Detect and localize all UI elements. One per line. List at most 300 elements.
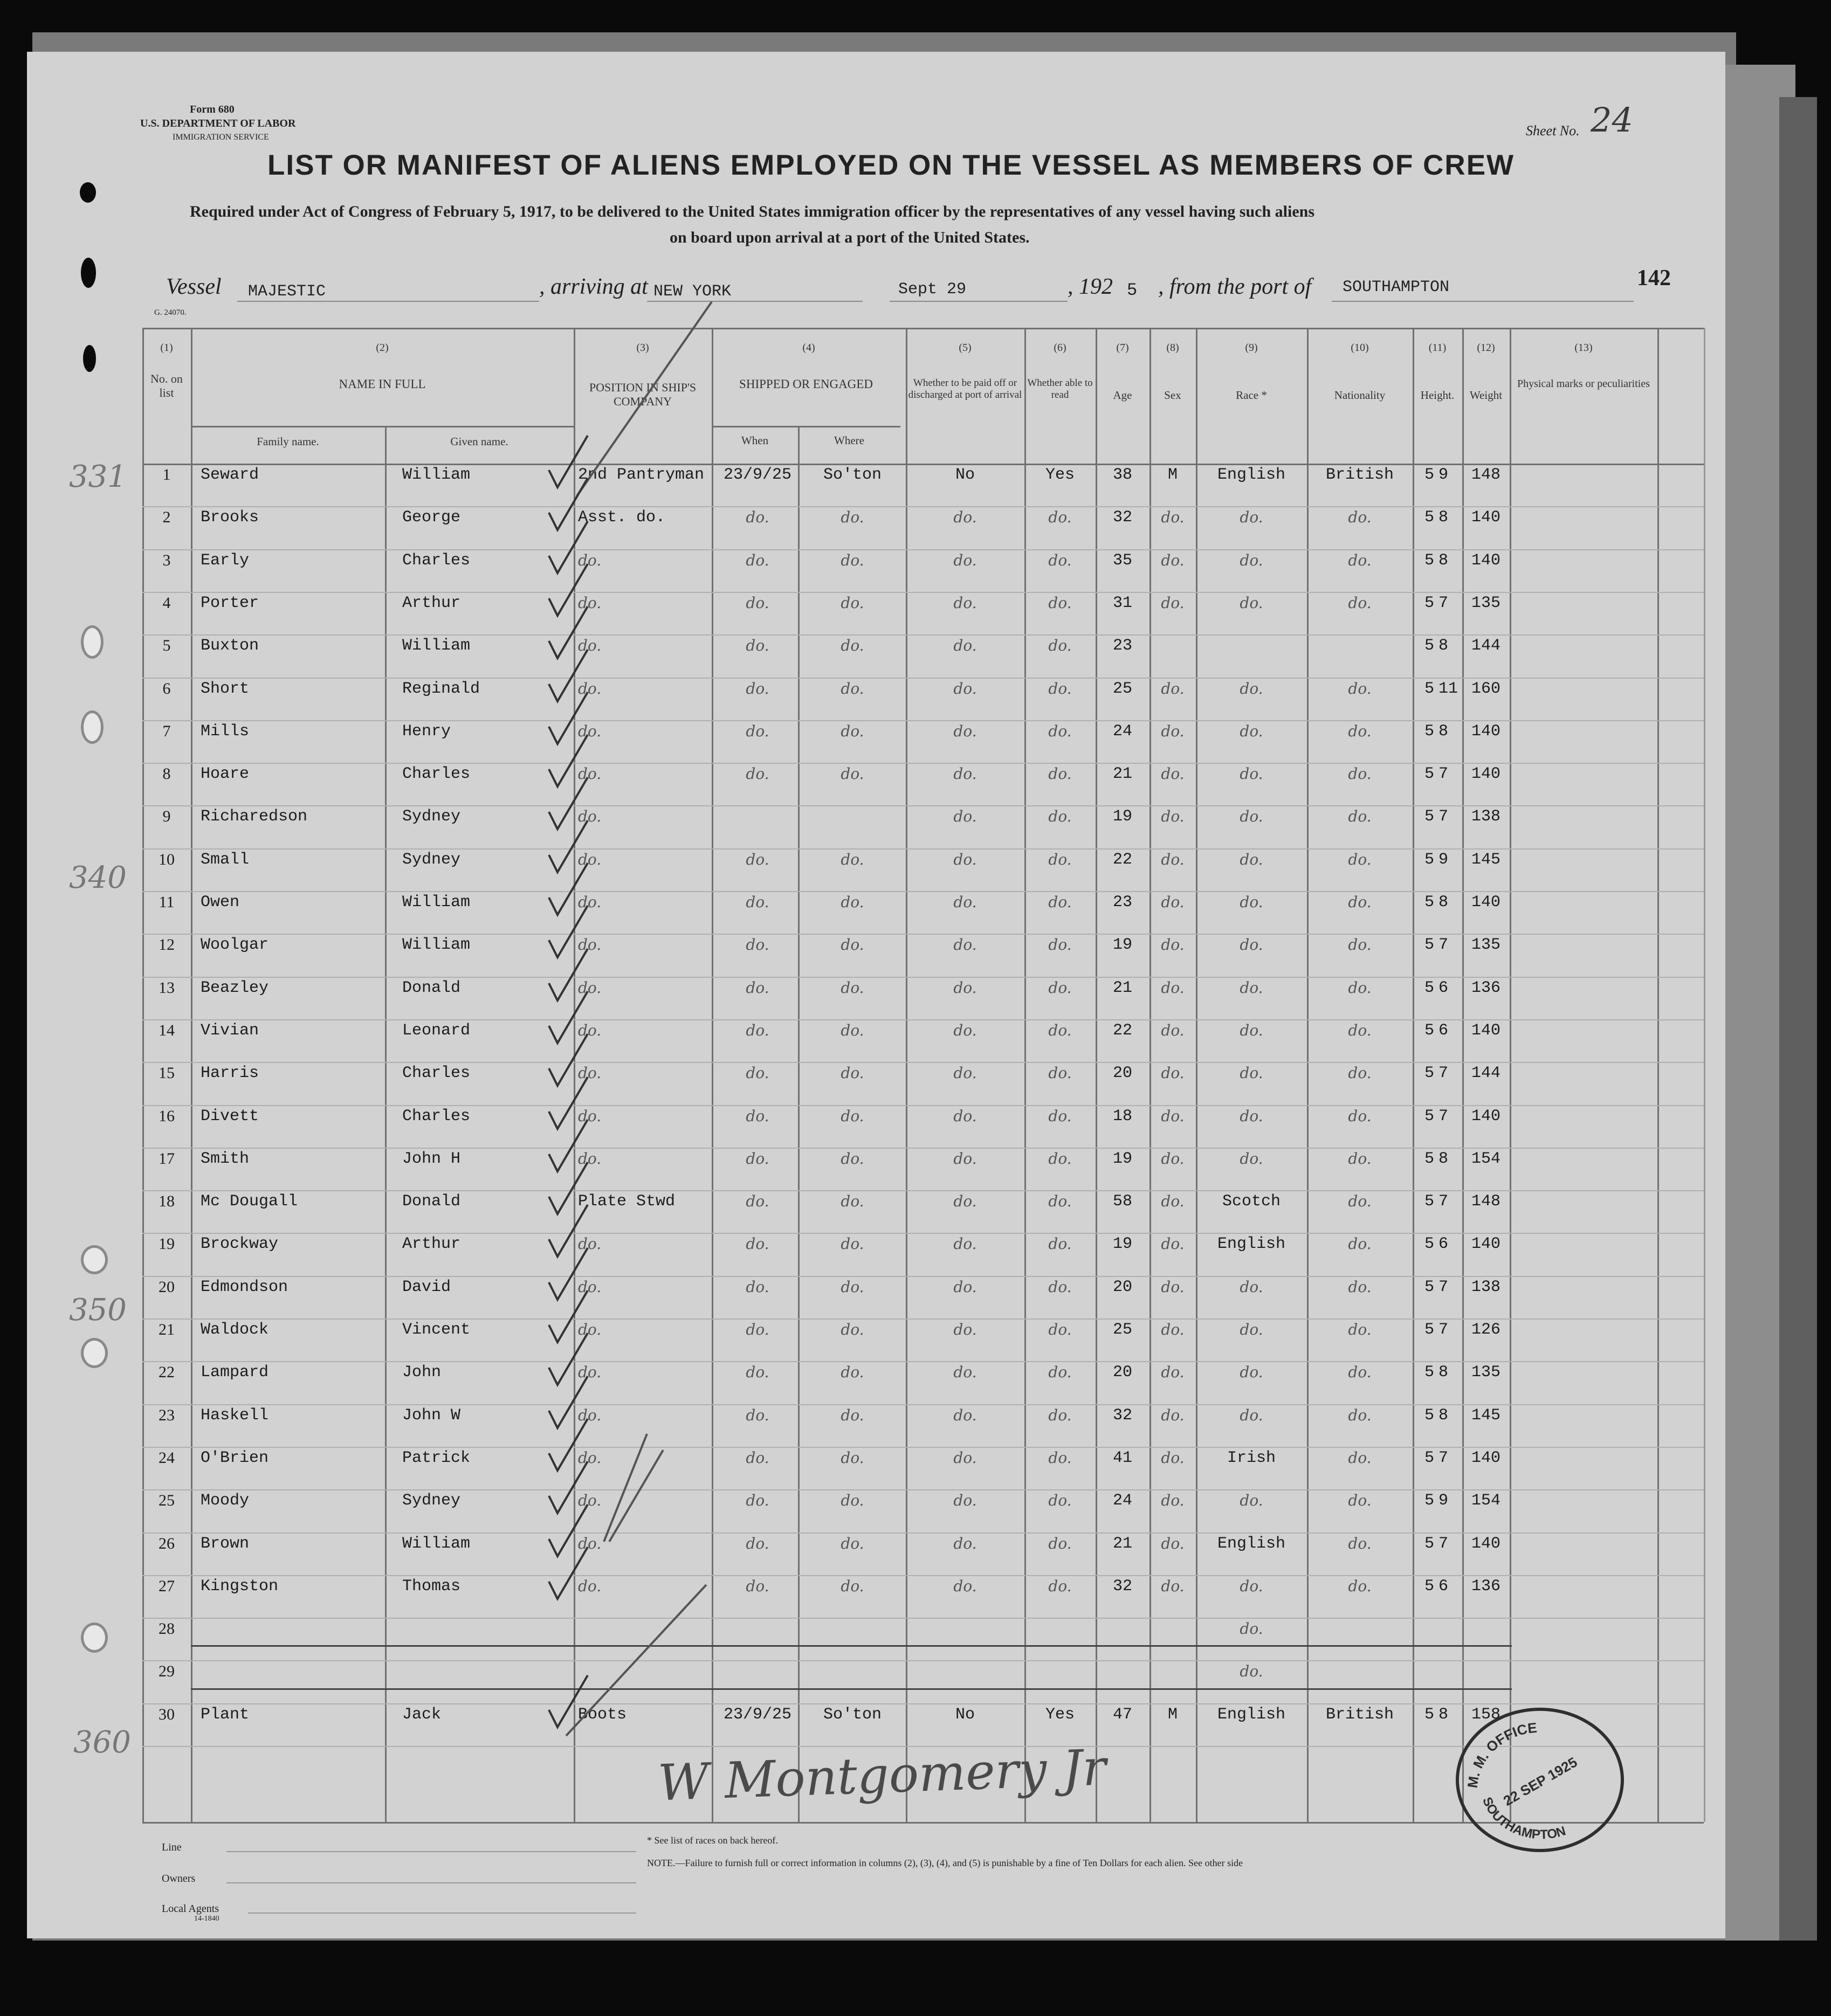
- column-number: (10): [1351, 342, 1369, 354]
- cell-position: do.: [578, 594, 602, 612]
- check-mark: [549, 820, 588, 872]
- cell-sex: do.: [1161, 1492, 1185, 1509]
- cell-where: do.: [841, 680, 864, 698]
- cell-read: do.: [1048, 1107, 1072, 1125]
- cell-weight: 145: [1471, 1406, 1500, 1425]
- footer-print-code: 14-1840: [194, 1915, 219, 1923]
- check-mark: [549, 863, 588, 915]
- cell-position: do.: [578, 979, 602, 997]
- cell-hi: 8: [1438, 893, 1449, 912]
- cell-paid: do.: [953, 851, 977, 868]
- cell-age: 19: [1112, 807, 1132, 826]
- cell-hi: 6: [1438, 1577, 1449, 1596]
- cell-hf: 5: [1424, 1363, 1434, 1382]
- cell-age: 21: [1112, 979, 1132, 997]
- cell-hf: 5: [1424, 979, 1434, 997]
- cell-paid: do.: [953, 1535, 977, 1552]
- cell-hi: 7: [1438, 1449, 1449, 1467]
- svg-text:M. M. OFFICE: [1464, 1720, 1538, 1789]
- cell-race: do.: [1240, 765, 1263, 783]
- department: U.S. DEPARTMENT OF LABOR: [140, 118, 296, 129]
- check-mark: [549, 436, 588, 487]
- cell-age: 22: [1112, 1021, 1132, 1040]
- cell-no: 20: [159, 1278, 175, 1296]
- sheet-number: 24: [1591, 100, 1633, 140]
- cell-hf: 5: [1424, 1107, 1434, 1126]
- cell-sex: do.: [1161, 979, 1185, 997]
- year-prefix: , 192: [1068, 274, 1113, 299]
- header-where: Where: [834, 434, 864, 447]
- cell-no: 17: [159, 1150, 175, 1168]
- cell-race: do.: [1240, 594, 1263, 612]
- cell-nationality: do.: [1348, 807, 1372, 825]
- cell-position: do.: [578, 1363, 602, 1381]
- cell-paid: do.: [953, 765, 977, 783]
- cell-no: 24: [159, 1449, 175, 1467]
- header-name: NAME IN FULL: [339, 377, 426, 391]
- cell-sex: do.: [1161, 1021, 1185, 1039]
- cell-read: do.: [1048, 680, 1072, 698]
- margin-note: 331: [69, 459, 127, 494]
- footnote: * See list of races on back hereof.: [647, 1835, 778, 1846]
- cell-no: 10: [159, 851, 175, 868]
- stamp-top-text: M. M. OFFICE: [1464, 1719, 1538, 1789]
- cell-given: Thomas: [402, 1577, 461, 1596]
- cell-sex: do.: [1161, 508, 1185, 526]
- cell-paid: No: [955, 466, 975, 484]
- cell-when: do.: [746, 680, 769, 698]
- cell-weight: 138: [1471, 1278, 1500, 1296]
- cell-race: English: [1217, 1535, 1286, 1553]
- cell-hf: 5: [1424, 1192, 1434, 1211]
- check-mark: [549, 564, 588, 616]
- column-number: (11): [1428, 342, 1447, 354]
- cell-position: do.: [578, 1321, 602, 1338]
- cell-nationality: do.: [1348, 979, 1372, 997]
- cell-sex: do.: [1161, 807, 1185, 825]
- cell-given: Charles: [402, 1107, 471, 1126]
- cell-no: 23: [159, 1406, 175, 1424]
- check-mark: [549, 1034, 588, 1086]
- cell-age: 18: [1112, 1107, 1132, 1126]
- cell-where: do.: [841, 594, 864, 612]
- cell-paid: do.: [953, 1192, 977, 1210]
- cell-sex: do.: [1161, 1321, 1185, 1338]
- cell-when: do.: [746, 936, 769, 954]
- cell-sex: do.: [1161, 1278, 1185, 1296]
- cell-position: do.: [578, 1278, 602, 1296]
- cell-hf: 5: [1424, 680, 1434, 698]
- cell-hi: 7: [1438, 1278, 1449, 1296]
- cell-when: 23/9/25: [723, 466, 792, 484]
- cell-family: Harris: [201, 1064, 259, 1082]
- cell-read: do.: [1048, 1449, 1072, 1467]
- cell-hi: 9: [1438, 851, 1449, 869]
- check-mark: [549, 1547, 588, 1599]
- cell-hf: 5: [1424, 1577, 1434, 1596]
- cell-weight: 154: [1471, 1492, 1500, 1510]
- cell-weight: 148: [1471, 466, 1500, 484]
- footer-owners-label: Owners: [162, 1873, 196, 1884]
- cell-sex: do.: [1161, 722, 1185, 740]
- column-number: (3): [636, 342, 649, 354]
- cell-race: do.: [1240, 1363, 1263, 1381]
- cell-race: do.: [1240, 1492, 1263, 1509]
- cell-nationality: do.: [1348, 1192, 1372, 1210]
- stamp-date: 22 SEP 1925: [1500, 1753, 1580, 1810]
- column-number: (6): [1054, 342, 1066, 354]
- cell-paid: do.: [953, 508, 977, 526]
- cell-read: Yes: [1045, 466, 1075, 484]
- cell-read: do.: [1048, 1321, 1072, 1338]
- cell-when: do.: [746, 1107, 769, 1125]
- column-number: (8): [1166, 342, 1179, 354]
- cell-hf: 5: [1424, 466, 1434, 484]
- cell-weight: 154: [1471, 1150, 1500, 1168]
- cell-where: do.: [841, 1577, 864, 1595]
- cell-no: 29: [159, 1662, 175, 1680]
- column-number: (2): [376, 342, 389, 354]
- cell-given: John H: [402, 1150, 461, 1168]
- cell-paid: do.: [953, 551, 977, 569]
- cell-when: do.: [746, 1021, 769, 1039]
- cell-weight: 135: [1471, 594, 1500, 612]
- cell-sex: do.: [1161, 1406, 1185, 1424]
- cell-hi: 8: [1438, 551, 1449, 570]
- column-number: (1): [160, 342, 173, 354]
- cell-no: 16: [159, 1107, 175, 1125]
- cell-weight: 145: [1471, 851, 1500, 869]
- cell-family: Plant: [201, 1706, 250, 1724]
- cell-paid: do.: [953, 893, 977, 911]
- cell-where: do.: [841, 893, 864, 911]
- cell-paid: No: [955, 1706, 975, 1724]
- cell-when: do.: [746, 1278, 769, 1296]
- cell-family: O'Brien: [201, 1449, 269, 1467]
- cell-position: do.: [578, 1021, 602, 1039]
- cell-paid: do.: [953, 1321, 977, 1338]
- check-mark: [549, 1205, 588, 1256]
- check-mark: [549, 991, 588, 1043]
- cell-paid: do.: [953, 1278, 977, 1296]
- cell-read: do.: [1048, 1064, 1072, 1082]
- cell-family: Woolgar: [201, 936, 269, 954]
- cell-where: do.: [841, 722, 864, 740]
- cell-where: do.: [841, 551, 864, 569]
- header-paid-off: Whether to be paid off or discharged at port of arrival: [908, 377, 1022, 401]
- form-number: Form 680: [190, 103, 235, 115]
- margin-note: 360: [73, 1725, 131, 1760]
- cell-weight: 126: [1471, 1321, 1500, 1339]
- cell-weight: 140: [1471, 551, 1500, 570]
- cell-when: do.: [746, 765, 769, 783]
- check-mark: [549, 906, 588, 957]
- check-mark: [549, 949, 588, 1000]
- cell-where: do.: [841, 1021, 864, 1039]
- cell-sex: do.: [1161, 1535, 1185, 1552]
- cell-no: 27: [159, 1577, 175, 1595]
- cell-hf: 5: [1424, 551, 1434, 570]
- form-code: G. 24070.: [154, 308, 187, 317]
- cell-weight: 148: [1471, 1192, 1500, 1211]
- cell-nationality: do.: [1348, 551, 1372, 569]
- cell-sex: do.: [1161, 1064, 1185, 1082]
- cell-nationality: do.: [1348, 765, 1372, 783]
- cell-sex: do.: [1161, 1449, 1185, 1467]
- cell-hf: 5: [1424, 1321, 1434, 1339]
- cell-no: 15: [159, 1064, 175, 1082]
- cell-read: do.: [1048, 1535, 1072, 1552]
- cell-hi: 7: [1438, 1107, 1449, 1126]
- cell-race: do.: [1240, 1064, 1263, 1082]
- cell-read: do.: [1048, 1021, 1072, 1039]
- cell-given: Charles: [402, 1064, 471, 1082]
- cell-age: 22: [1112, 851, 1132, 869]
- cell-age: 25: [1112, 1321, 1132, 1339]
- cell-hf: 5: [1424, 508, 1434, 527]
- cell-hi: 8: [1438, 1406, 1449, 1425]
- vessel-name: MAJESTIC: [248, 282, 326, 301]
- cell-age: 32: [1112, 1406, 1132, 1425]
- cell-position: do.: [578, 637, 602, 654]
- cell-race: do.: [1240, 893, 1263, 911]
- cell-paid: do.: [953, 722, 977, 740]
- cell-no: 7: [162, 722, 171, 740]
- cell-race: do.: [1240, 807, 1263, 825]
- cell-hi: 11: [1438, 680, 1458, 698]
- cell-position: Asst. do.: [578, 508, 666, 527]
- check-mark: [549, 606, 588, 658]
- cell-given: William: [402, 893, 471, 912]
- cell-family: Hoare: [201, 765, 250, 783]
- cell-read: do.: [1048, 1235, 1072, 1253]
- cell-given: Jack: [402, 1706, 442, 1724]
- cell-when: do.: [746, 1363, 769, 1381]
- cell-hi: 8: [1438, 637, 1449, 655]
- cell-hf: 5: [1424, 1706, 1434, 1724]
- cell-hf: 5: [1424, 807, 1434, 826]
- cell-family: Early: [201, 551, 250, 570]
- cell-no: 8: [162, 765, 171, 783]
- cell-when: do.: [746, 637, 769, 654]
- cell-when: do.: [746, 1192, 769, 1210]
- cell-given: Donald: [402, 979, 461, 997]
- cell-when: do.: [746, 1577, 769, 1595]
- cell-weight: 144: [1471, 637, 1500, 655]
- cell-weight: 144: [1471, 1064, 1500, 1082]
- cell-hf: 5: [1424, 851, 1434, 869]
- check-mark: [549, 1504, 588, 1556]
- cell-when: do.: [746, 551, 769, 569]
- service: IMMIGRATION SERVICE: [173, 133, 269, 142]
- cell-race: do.: [1240, 1662, 1263, 1680]
- check-mark: [549, 1376, 588, 1428]
- page-title: LIST OR MANIFEST OF ALIENS EMPLOYED ON THE VESSEL AS MEMBERS OF CREW: [267, 149, 1515, 181]
- header-family-name: Family name.: [257, 435, 319, 448]
- cell-age: 24: [1112, 722, 1132, 741]
- cell-where: do.: [841, 1278, 864, 1296]
- cell-position: do.: [578, 851, 602, 868]
- cell-race: do.: [1240, 1278, 1263, 1296]
- cell-given: Arthur: [402, 594, 461, 612]
- stamp-bottom-text: SOUTHAMPTON: [1479, 1795, 1568, 1842]
- cell-weight: 140: [1471, 893, 1500, 912]
- cell-nationality: do.: [1348, 1064, 1372, 1082]
- cell-sex: do.: [1161, 594, 1185, 612]
- cell-sex: do.: [1161, 1235, 1185, 1253]
- cell-sex: do.: [1161, 893, 1185, 911]
- cell-hi: 7: [1438, 1064, 1449, 1082]
- header-height: Height.: [1420, 389, 1455, 402]
- blank-line: [248, 1913, 636, 1914]
- cell-hi: 8: [1438, 1706, 1449, 1724]
- cell-family: Seward: [201, 466, 259, 484]
- cell-paid: do.: [953, 1577, 977, 1595]
- cell-when: do.: [746, 893, 769, 911]
- arrival-date: Sept 29: [898, 280, 967, 299]
- pencil-stroke: [566, 1585, 706, 1736]
- column-number: (7): [1116, 342, 1129, 354]
- check-mark: [549, 1120, 588, 1171]
- cell-when: do.: [746, 1321, 769, 1338]
- cell-read: do.: [1048, 1492, 1072, 1509]
- cell-race: do.: [1240, 1620, 1263, 1638]
- cell-where: do.: [841, 1235, 864, 1253]
- cell-read: do.: [1048, 936, 1072, 954]
- cell-nationality: do.: [1348, 1492, 1372, 1509]
- cell-age: 19: [1112, 1150, 1132, 1168]
- cell-no: 4: [162, 594, 171, 612]
- cell-nationality: do.: [1348, 722, 1372, 740]
- cell-hf: 5: [1424, 893, 1434, 912]
- cell-age: 35: [1112, 551, 1132, 570]
- cell-paid: do.: [953, 1064, 977, 1082]
- cell-family: Haskell: [201, 1406, 269, 1425]
- cell-given: Reginald: [402, 680, 480, 698]
- cell-paid: do.: [953, 1492, 977, 1509]
- cell-where: do.: [841, 1449, 864, 1467]
- check-mark: [549, 521, 588, 573]
- cell-hi: 6: [1438, 1235, 1449, 1253]
- cell-read: do.: [1048, 1150, 1072, 1168]
- cell-no: 12: [159, 936, 175, 954]
- header-shipped: SHIPPED OR ENGAGED: [739, 377, 873, 391]
- cell-weight: 140: [1471, 1107, 1500, 1126]
- cell-family: Divett: [201, 1107, 259, 1126]
- cell-where: do.: [841, 851, 864, 868]
- office-stamp: [1456, 1708, 1624, 1852]
- cell-hi: 7: [1438, 1321, 1449, 1339]
- cell-hf: 5: [1424, 1535, 1434, 1553]
- cell-no: 18: [159, 1192, 175, 1210]
- cell-given: Vincent: [402, 1321, 471, 1339]
- cell-race: do.: [1240, 936, 1263, 954]
- cell-when: do.: [746, 1449, 769, 1467]
- signature: W Montgomery Jr: [657, 1738, 1107, 1812]
- cell-given: Charles: [402, 551, 471, 570]
- cell-nationality: do.: [1348, 508, 1372, 526]
- cell-race: do.: [1240, 508, 1263, 526]
- cell-weight: 140: [1471, 722, 1500, 741]
- cell-where: do.: [841, 1064, 864, 1082]
- column-number: (13): [1574, 342, 1593, 354]
- cell-where: do.: [841, 1406, 864, 1424]
- cell-hf: 5: [1424, 1150, 1434, 1168]
- svg-text:SOUTHAMPTON: [1479, 1795, 1567, 1842]
- cell-family: Buxton: [201, 637, 259, 655]
- cell-position: 2nd Pantryman: [578, 466, 705, 484]
- cell-given: Sydney: [402, 1492, 461, 1510]
- cell-race: do.: [1240, 1577, 1263, 1595]
- cell-nationality: do.: [1348, 1021, 1372, 1039]
- cell-hi: 7: [1438, 807, 1449, 826]
- cell-hi: 7: [1438, 936, 1449, 954]
- cell-hi: 7: [1438, 765, 1449, 783]
- cell-race: do.: [1240, 979, 1263, 997]
- cell-sex: do.: [1161, 551, 1185, 569]
- cell-hi: 9: [1438, 1492, 1449, 1510]
- cell-read: do.: [1048, 1192, 1072, 1210]
- cell-when: do.: [746, 594, 769, 612]
- header-race: Race *: [1236, 389, 1267, 402]
- cell-no: 19: [159, 1235, 175, 1253]
- cell-family: Smith: [201, 1150, 250, 1168]
- cell-age: 38: [1112, 466, 1132, 484]
- cell-family: Edmondson: [201, 1278, 288, 1296]
- cell-where: do.: [841, 1150, 864, 1168]
- cell-family: Owen: [201, 893, 240, 912]
- check-mark: [549, 777, 588, 829]
- cell-race: do.: [1240, 1150, 1263, 1168]
- cell-age: 24: [1112, 1492, 1132, 1510]
- cell-hi: 8: [1438, 1150, 1449, 1168]
- footer-line-label: Line: [162, 1841, 182, 1853]
- cell-given: George: [402, 508, 461, 527]
- cell-when: 23/9/25: [723, 1706, 792, 1724]
- cell-race: do.: [1240, 1021, 1263, 1039]
- check-mark: [549, 1333, 588, 1385]
- cell-hf: 5: [1424, 1064, 1434, 1082]
- cell-where: do.: [841, 936, 864, 954]
- cell-age: 31: [1112, 594, 1132, 612]
- footer-local-agents-label: Local Agents: [162, 1903, 219, 1915]
- header-nationality: Nationality: [1334, 389, 1386, 402]
- cell-where: do.: [841, 979, 864, 997]
- cell-hi: 6: [1438, 979, 1449, 997]
- vessel-label: Vessel: [166, 274, 222, 299]
- cell-position: do.: [578, 1406, 602, 1424]
- cell-sex: do.: [1161, 851, 1185, 868]
- cell-where: do.: [841, 1107, 864, 1125]
- cell-position: do.: [578, 722, 602, 740]
- cell-when: do.: [746, 1150, 769, 1168]
- header-when: When: [741, 434, 769, 447]
- cell-no: 9: [162, 807, 171, 825]
- cell-when: do.: [746, 1535, 769, 1552]
- cell-no: 6: [162, 680, 171, 698]
- cell-race: do.: [1240, 851, 1263, 868]
- cell-age: 32: [1112, 1577, 1132, 1596]
- cell-paid: do.: [953, 637, 977, 654]
- cell-hf: 5: [1424, 1278, 1434, 1296]
- cell-race: do.: [1240, 1321, 1263, 1338]
- cell-weight: 136: [1471, 1577, 1500, 1596]
- cell-family: Mills: [201, 722, 250, 741]
- cell-read: Yes: [1045, 1706, 1075, 1724]
- footer-note: NOTE.—Failure to furnish full or correct information in columns (2), (3), (4), and (5) is punishable by a fine of Ten Dollars for each alien. See other side: [647, 1858, 1243, 1868]
- cell-where: do.: [841, 1535, 864, 1552]
- cell-hf: 5: [1424, 1235, 1434, 1253]
